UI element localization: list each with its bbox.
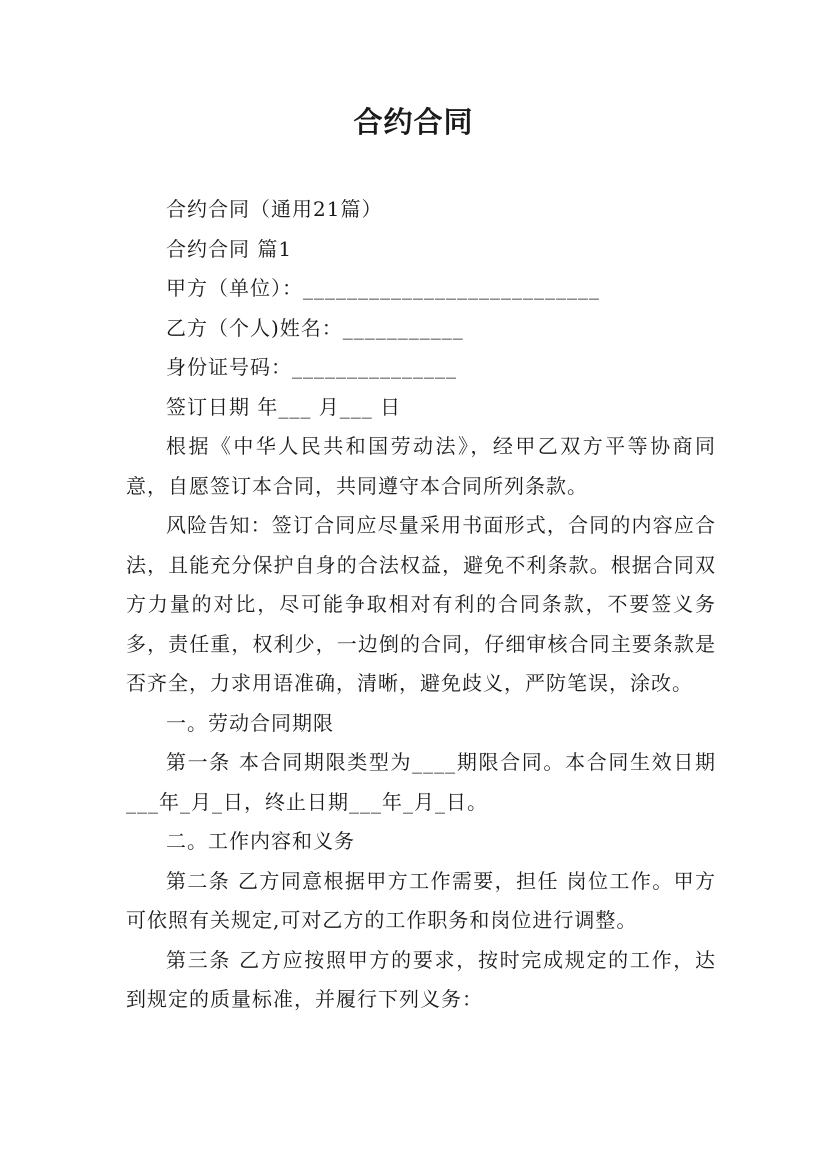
risk-notice-paragraph: 风险告知：签订合同应尽量采用书面形式，合同的内容应合法，且能充分保护自身的合法权益，避免不利条款。根据合同双方力量的对比，尽可能争取相对有利的合同条款，不要签义务多，责任重，权利少，一边倒的合同，仔细审核合同主要条款是否齐全，力求用语准确，清晰，避免歧义，严防笔误，涂改。 xyxy=(126,513,716,695)
party-a-field: 甲方（单位）：___________________________ xyxy=(166,276,600,300)
document-body xyxy=(126,190,716,1020)
preamble-paragraph: 根据《中华人民共和国劳动法》，经甲乙双方平等协商同意，自愿签订本合同，共同遵守本合同所列条款。 xyxy=(126,434,716,498)
section-heading: 二。工作内容和义务 xyxy=(166,829,355,853)
article-paragraph: 第二条 乙方同意根据甲方工作需要，担任 岗位工作。甲方可依照有关规定,可对乙方的工作职务和岗位进行调整。 xyxy=(126,868,716,932)
article-paragraph: 第一条 本合同期限类型为____期限合同。本合同生效日期___年_月_日，终止日期___年_月_日。 xyxy=(126,750,716,814)
subtitle-paragraph: 合约合同（通用21篇） xyxy=(166,197,383,221)
document-title: 合约合同 xyxy=(353,105,474,139)
section-heading: 合约合同 篇1 xyxy=(166,236,293,261)
article-paragraph: 第三条 乙方应按照甲方的要求，按时完成规定的工作，达到规定的质量标准，并履行下列义务： xyxy=(126,947,716,1011)
id-number-field: 身份证号码：_______________ xyxy=(166,355,457,379)
party-b-name-field: 乙方（个人)姓名：___________ xyxy=(166,315,464,340)
section-heading: 一。劳动合同期限 xyxy=(166,710,334,735)
signing-date-field: 签订日期 年___ 月___ 日 xyxy=(166,394,402,419)
